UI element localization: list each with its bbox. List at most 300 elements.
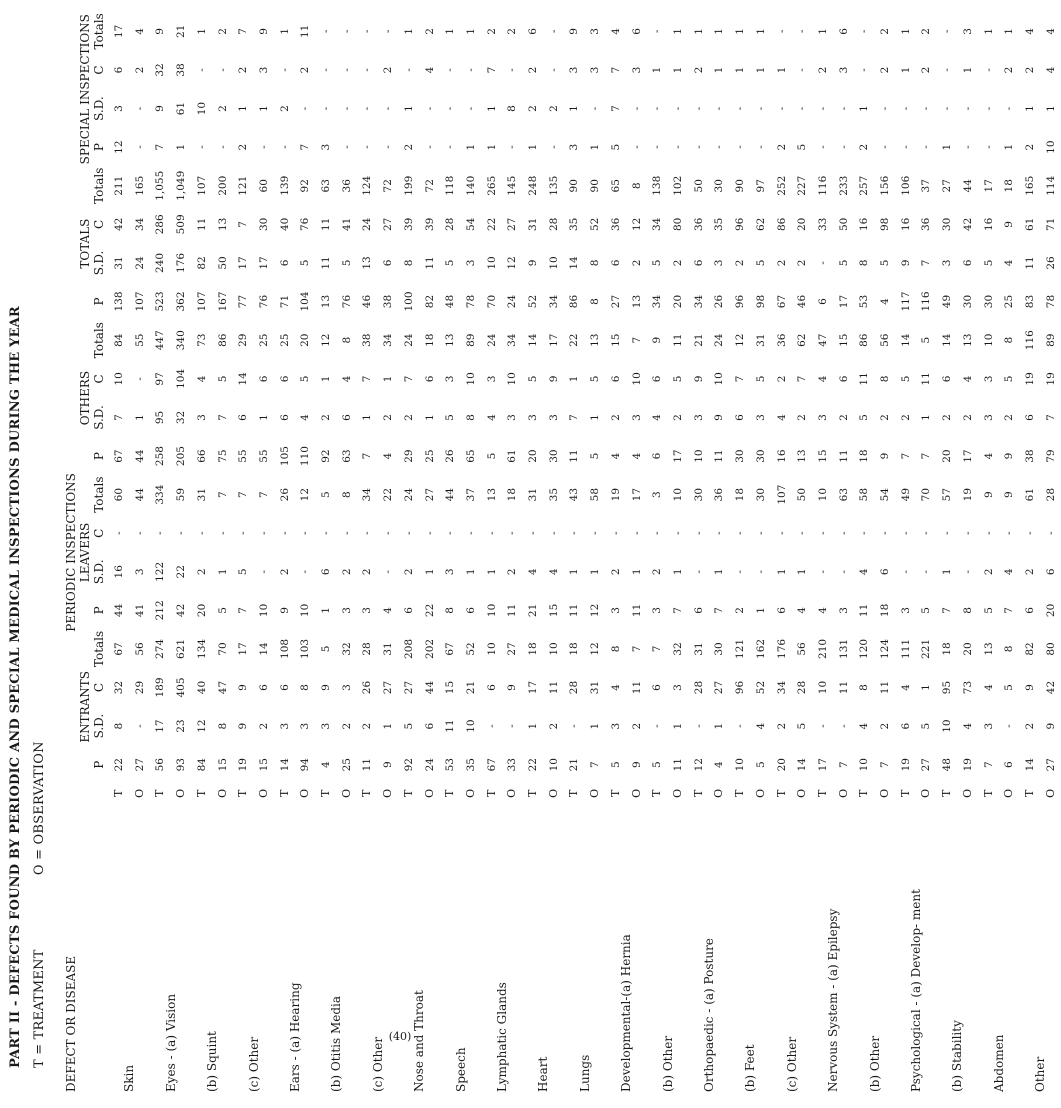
table-cell: 14 — [796, 758, 809, 772]
table-cell: 111 — [899, 638, 912, 659]
table-cell: 27 — [609, 294, 622, 309]
table-cell: 15 — [216, 758, 229, 772]
table-cell: - — [568, 531, 581, 535]
treatment-observation-marker: O — [1043, 788, 1057, 798]
table-cell: 65 — [464, 449, 477, 463]
table-cell: - — [340, 531, 353, 535]
table-cell: - — [547, 145, 560, 149]
table-cell: 28 — [444, 217, 457, 232]
table-row — [730, 12, 751, 1092]
table-cell: 2 — [920, 28, 933, 35]
treatment-observation-marker: T — [815, 789, 829, 797]
table-cell: 7 — [941, 607, 954, 614]
table-cell: 2 — [609, 414, 622, 421]
table-cell: 18 — [941, 642, 954, 656]
table-cell: 32 — [175, 410, 188, 425]
table-cell: 4 — [609, 452, 622, 460]
table-cell: 9 — [899, 259, 912, 267]
table-cell: - — [837, 145, 850, 149]
table-cell: 17 — [630, 487, 643, 502]
table-cell: 1 — [568, 568, 581, 576]
treatment-observation-marker: T — [691, 789, 705, 797]
column-header: P — [92, 143, 106, 152]
table-cell: 10 — [982, 333, 995, 347]
table-cell: 4 — [899, 684, 912, 691]
table-cell: - — [402, 531, 415, 535]
table-cell: 58 — [858, 487, 871, 502]
defect-label: Orthopaedic - (a) Posture — [702, 938, 717, 1092]
table-row — [316, 12, 337, 1092]
table-cell: 10 — [816, 680, 829, 695]
table-cell: 32 — [113, 680, 125, 695]
table-cell: 3 — [113, 105, 125, 112]
table-cell: 55 — [237, 449, 250, 463]
table-cell: 3 — [899, 607, 912, 614]
table-cell: - — [278, 68, 291, 72]
table-cell: 25 — [423, 449, 436, 463]
table-cell: 116 — [1023, 330, 1036, 351]
table-cell: 24 — [361, 217, 374, 232]
table-cell: 3 — [982, 375, 995, 383]
table-cell: 4 — [195, 375, 208, 383]
table-cell: 6 — [527, 28, 540, 35]
special-header: SPECIAL INSPECTIONS — [78, 14, 92, 165]
table-cell: - — [527, 531, 540, 535]
table-row — [357, 12, 378, 1092]
defect-label: Nervous System - (a) Epilepsy — [826, 908, 841, 1092]
table-cell: 3 — [609, 607, 622, 614]
defect-label: Speech — [453, 1047, 468, 1092]
table-cell: - — [837, 106, 850, 111]
table-cell: - — [920, 570, 933, 574]
table-cell: 7 — [651, 645, 664, 653]
table-cell: 1 — [982, 28, 995, 35]
table-cell: 50 — [837, 217, 850, 232]
table-cell: 54 — [464, 217, 477, 232]
table-cell: 97 — [154, 372, 167, 386]
table-cell: 2 — [1003, 414, 1016, 421]
table-cell: 3 — [547, 414, 560, 421]
treatment-observation-marker: T — [526, 789, 540, 797]
table-cell: 1 — [671, 66, 684, 74]
table-cell: - — [796, 68, 809, 72]
table-cell: 7 — [609, 105, 622, 112]
table-cell: 4 — [609, 28, 622, 35]
table-cell: 22 — [423, 603, 436, 618]
table-cell: 12 — [630, 217, 643, 232]
table-cell: 114 — [1044, 175, 1057, 196]
table-cell: 1 — [589, 414, 602, 421]
table-cell: 162 — [754, 638, 767, 659]
table-cell: 107 — [195, 175, 208, 196]
table-cell: 14 — [278, 758, 291, 772]
table-cell: 34 — [692, 294, 705, 309]
table-cell: - — [961, 531, 974, 535]
table-cell: - — [713, 531, 726, 535]
table-cell: 274 — [154, 638, 167, 659]
table-cell: 70 — [216, 642, 229, 656]
table-row — [606, 12, 627, 1092]
table-cell: 12 — [320, 333, 333, 347]
treatment-observation-marker: O — [919, 788, 933, 798]
table-cell: 621 — [175, 638, 188, 659]
table-cell: - — [195, 68, 208, 72]
table-cell: 34 — [775, 680, 788, 695]
table-cell: 26 — [278, 487, 291, 502]
table-cell: 8 — [113, 722, 125, 730]
table-cell: 1 — [713, 28, 726, 35]
table-cell: 5 — [320, 491, 333, 498]
table-cell: - — [361, 531, 374, 535]
table-cell: 36 — [775, 333, 788, 347]
table-cell: 2 — [1023, 722, 1036, 730]
table-cell: - — [734, 106, 747, 111]
legend-observation: O = OBSERVATION — [32, 741, 47, 876]
table-cell: 31 — [195, 487, 208, 502]
table-cell: 80 — [671, 217, 684, 232]
table-cell: 21 — [568, 758, 581, 772]
table-cell: 86 — [568, 294, 581, 309]
treatment-observation-marker: O — [215, 788, 229, 798]
table-cell: 1 — [485, 143, 498, 151]
table-cell: 5 — [609, 761, 622, 769]
table-cell: 227 — [796, 175, 809, 196]
table-cell: 5 — [299, 375, 312, 383]
table-cell: 6 — [1023, 414, 1036, 421]
table-cell: 8 — [858, 684, 871, 691]
table-cell: 2 — [547, 105, 560, 112]
table-cell: 5 — [216, 375, 229, 383]
table-cell: 22 — [527, 758, 540, 772]
table-cell: 3 — [444, 568, 457, 576]
table-cell: 70 — [920, 487, 933, 502]
table-cell: - — [113, 531, 125, 535]
table-cell: 6 — [1044, 568, 1057, 576]
table-cell: 25 — [257, 333, 270, 347]
table-cell: 11 — [671, 333, 684, 347]
table-cell: 1 — [382, 375, 395, 383]
table-cell: 98 — [879, 217, 892, 232]
table-cell: - — [589, 531, 602, 535]
table-cell: 2 — [257, 722, 270, 730]
table-cell: 11 — [320, 217, 333, 232]
treatment-observation-marker: T — [236, 789, 250, 797]
defect-label: (b) Feet — [743, 1044, 758, 1092]
table-cell: 4 — [1044, 66, 1057, 74]
table-cell: 265 — [485, 175, 498, 196]
table-cell: 2 — [692, 66, 705, 74]
table-cell: 9 — [237, 684, 250, 691]
table-cell: 140 — [464, 175, 477, 196]
table-cell: 9 — [154, 105, 167, 112]
table-cell: - — [133, 106, 146, 111]
table-cell: 4 — [1003, 568, 1016, 576]
table-cell: 16 — [113, 565, 125, 579]
treatment-observation-marker: T — [443, 789, 457, 797]
table-cell: 82 — [423, 294, 436, 309]
table-cell: 31 — [382, 642, 395, 656]
table-cell: - — [899, 145, 912, 149]
table-cell: 145 — [506, 175, 519, 196]
table-cell: - — [485, 531, 498, 535]
table-cell: - — [506, 724, 519, 728]
table-cell: 4 — [299, 414, 312, 421]
table-cell: 5 — [982, 607, 995, 614]
column-header: Totals — [92, 476, 106, 513]
table-cell: 28 — [568, 680, 581, 695]
table-cell: 1 — [423, 568, 436, 576]
table-cell: 13 — [361, 256, 374, 270]
table-cell: 46 — [796, 294, 809, 309]
treatment-observation-marker: O — [753, 788, 767, 798]
table-cell: - — [692, 106, 705, 111]
table-cell: 7 — [257, 491, 270, 498]
table-cell: 94 — [299, 758, 312, 772]
table-cell: 1 — [692, 28, 705, 35]
table-cell: 11 — [858, 372, 871, 386]
table-cell: - — [175, 531, 188, 535]
table-cell: 86 — [216, 333, 229, 347]
table-cell: 76 — [340, 294, 353, 309]
table-cell: 7 — [899, 452, 912, 460]
table-cell: 3 — [340, 607, 353, 614]
table-cell: 5 — [982, 259, 995, 267]
table-cell: - — [982, 68, 995, 72]
table-cell: 116 — [816, 175, 829, 196]
table-cell: 208 — [402, 638, 415, 659]
table-cell: 10 — [692, 449, 705, 463]
table-cell: - — [858, 68, 871, 72]
table-cell: 95 — [941, 680, 954, 695]
table-cell: 6 — [609, 375, 622, 383]
page-title: PART II - DEFECTS FOUND BY PERIODIC AND SPECIAL MEDICAL INSPECTIONS DURING THE YEAR — [8, 306, 23, 1068]
table-cell: - — [775, 29, 788, 34]
table-row — [772, 12, 793, 1092]
table-cell: - — [816, 261, 829, 265]
table-cell: 19 — [961, 487, 974, 502]
table-cell: 38 — [382, 294, 395, 309]
table-cell: 10 — [506, 372, 519, 386]
table-cell: 21 — [464, 680, 477, 695]
table-cell: 252 — [775, 175, 788, 196]
table-cell: - — [340, 68, 353, 72]
table-cell: 20 — [195, 603, 208, 618]
table-cell: 9 — [1003, 452, 1016, 460]
table-cell: 7 — [237, 607, 250, 614]
table-cell: 1 — [361, 414, 374, 421]
table-cell: 9 — [237, 722, 250, 730]
table-row — [233, 12, 254, 1092]
table-cell: 6 — [651, 684, 664, 691]
table-cell: 1 — [899, 66, 912, 74]
table-cell: - — [547, 29, 560, 34]
table-row — [109, 12, 130, 1092]
table-cell: 6 — [775, 607, 788, 614]
table-cell: 76 — [299, 217, 312, 232]
table-cell: - — [734, 724, 747, 728]
table-cell: 32 — [671, 642, 684, 656]
table-cell: 3 — [961, 28, 974, 35]
table-cell: 3 — [527, 414, 540, 421]
table-cell: 95 — [154, 410, 167, 425]
table-cell: 54 — [879, 487, 892, 502]
table-cell: 67 — [444, 642, 457, 656]
table-cell: 5 — [527, 375, 540, 383]
table-cell: - — [299, 106, 312, 111]
table-cell: - — [671, 145, 684, 149]
table-cell: 42 — [113, 217, 125, 232]
table-cell: 82 — [195, 256, 208, 270]
table-cell: 18 — [1003, 179, 1016, 193]
table-cell: - — [402, 68, 415, 72]
treatment-observation-marker: O — [670, 788, 684, 798]
treatment-observation-marker: O — [588, 788, 602, 798]
table-cell: - — [982, 145, 995, 149]
table-cell: 86 — [858, 333, 871, 347]
column-header: S.D. — [92, 96, 106, 121]
table-cell: - — [754, 570, 767, 574]
table-cell: 32 — [154, 63, 167, 77]
table-cell: 2 — [775, 375, 788, 383]
table-cell: 14 — [568, 256, 581, 270]
table-cell: 9 — [1003, 221, 1016, 228]
table-cell: 67 — [775, 294, 788, 309]
table-cell: 8 — [858, 259, 871, 267]
defect-label: (b) Other — [660, 1035, 675, 1092]
table-cell: - — [713, 145, 726, 149]
table-row — [275, 12, 296, 1092]
table-cell: 18 — [734, 487, 747, 502]
table-cell: 2 — [630, 259, 643, 267]
table-cell: 14 — [257, 642, 270, 656]
table-cell: - — [651, 724, 664, 728]
table-cell: 11 — [630, 603, 643, 618]
table-cell: 93 — [175, 758, 188, 772]
table-cell: 36 — [609, 217, 622, 232]
table-cell: 92 — [402, 758, 415, 772]
table-cell: 1 — [195, 28, 208, 35]
table-cell: 104 — [299, 291, 312, 312]
table-cell: 12 — [734, 333, 747, 347]
table-cell: 5 — [444, 414, 457, 421]
table-cell: 15 — [837, 333, 850, 347]
table-cell: 13 — [216, 217, 229, 232]
table-cell: 5 — [920, 722, 933, 730]
table-cell: - — [796, 29, 809, 34]
table-cell: - — [837, 531, 850, 535]
table-cell: 1 — [775, 568, 788, 576]
defect-label: Lungs — [577, 1054, 592, 1092]
table-cell: 7 — [796, 375, 809, 383]
table-cell: 18 — [506, 487, 519, 502]
table-cell: 72 — [423, 179, 436, 193]
entrants-header: ENTRANTS — [78, 670, 92, 743]
table-cell: 4 — [961, 375, 974, 383]
table-cell: 2 — [402, 568, 415, 576]
table-cell: 7 — [1044, 414, 1057, 421]
table-cell: 27 — [382, 217, 395, 232]
treatment-observation-marker: O — [546, 788, 560, 798]
table-cell: 60 — [257, 179, 270, 193]
table-cell: - — [382, 29, 395, 34]
table-cell: 1 — [444, 28, 457, 35]
table-cell: 35 — [464, 758, 477, 772]
table-cell: 2 — [734, 607, 747, 614]
table-cell: 90 — [734, 179, 747, 193]
table-cell: 9 — [1003, 491, 1016, 498]
table-cell: 2 — [1003, 66, 1016, 74]
table-cell: 30 — [713, 179, 726, 193]
table-cell: 5 — [402, 722, 415, 730]
table-cell: 2 — [278, 568, 291, 576]
table-cell: 4 — [133, 28, 146, 35]
table-cell: 22 — [382, 487, 395, 502]
table-cell: 3 — [361, 607, 374, 614]
table-cell: - — [195, 145, 208, 149]
table-cell: 1 — [941, 143, 954, 151]
table-cell: 15 — [257, 758, 270, 772]
table-cell: 10 — [257, 603, 270, 618]
table-cell: 27 — [382, 680, 395, 695]
table-cell: 42 — [961, 217, 974, 232]
table-cell: 4 — [382, 607, 395, 614]
table-cell: 10 — [547, 256, 560, 270]
table-cell: - — [444, 106, 457, 111]
table-cell: 3 — [651, 491, 664, 498]
table-cell: 44 — [133, 487, 146, 502]
table-cell: 1,055 — [154, 170, 167, 201]
table-cell: - — [464, 531, 477, 535]
table-cell: 28 — [547, 217, 560, 232]
table-cell: 20 — [1044, 603, 1057, 618]
table-cell: 80 — [1044, 642, 1057, 656]
table-cell: 1 — [464, 143, 477, 151]
table-cell: 3 — [837, 607, 850, 614]
table-cell: - — [692, 145, 705, 149]
table-cell: 44 — [133, 449, 146, 463]
table-cell: 110 — [299, 446, 312, 467]
table-cell: 7 — [982, 761, 995, 769]
table-cell: - — [671, 106, 684, 111]
table-cell: - — [299, 570, 312, 574]
table-cell: 3 — [485, 375, 498, 383]
table-cell: 22 — [485, 217, 498, 232]
defect-label: Psychological - (a) Develop- ment — [909, 889, 924, 1092]
table-cell: 44 — [961, 179, 974, 193]
treatment-observation-marker: O — [836, 788, 850, 798]
table-cell: 96 — [734, 217, 747, 232]
table-cell: 5 — [609, 143, 622, 151]
table-cell: - — [920, 106, 933, 111]
table-cell: 1 — [257, 414, 270, 421]
table-cell: 67 — [113, 449, 125, 463]
table-cell: 103 — [299, 638, 312, 659]
table-cell: 4 — [796, 607, 809, 614]
table-cell: 405 — [175, 677, 188, 698]
table-cell: 61 — [1023, 217, 1036, 232]
table-cell: 1 — [920, 684, 933, 691]
table-cell: 124 — [361, 175, 374, 196]
table-cell: 8 — [402, 259, 415, 267]
table-cell: 3 — [816, 414, 829, 421]
table-cell: 26 — [713, 294, 726, 309]
table-cell: 2 — [340, 568, 353, 576]
table-cell: 97 — [754, 179, 767, 193]
table-cell: 38 — [1023, 449, 1036, 463]
table-cell: 7 — [237, 28, 250, 35]
table-cell: 7 — [713, 607, 726, 614]
table-cell: 9 — [692, 375, 705, 383]
